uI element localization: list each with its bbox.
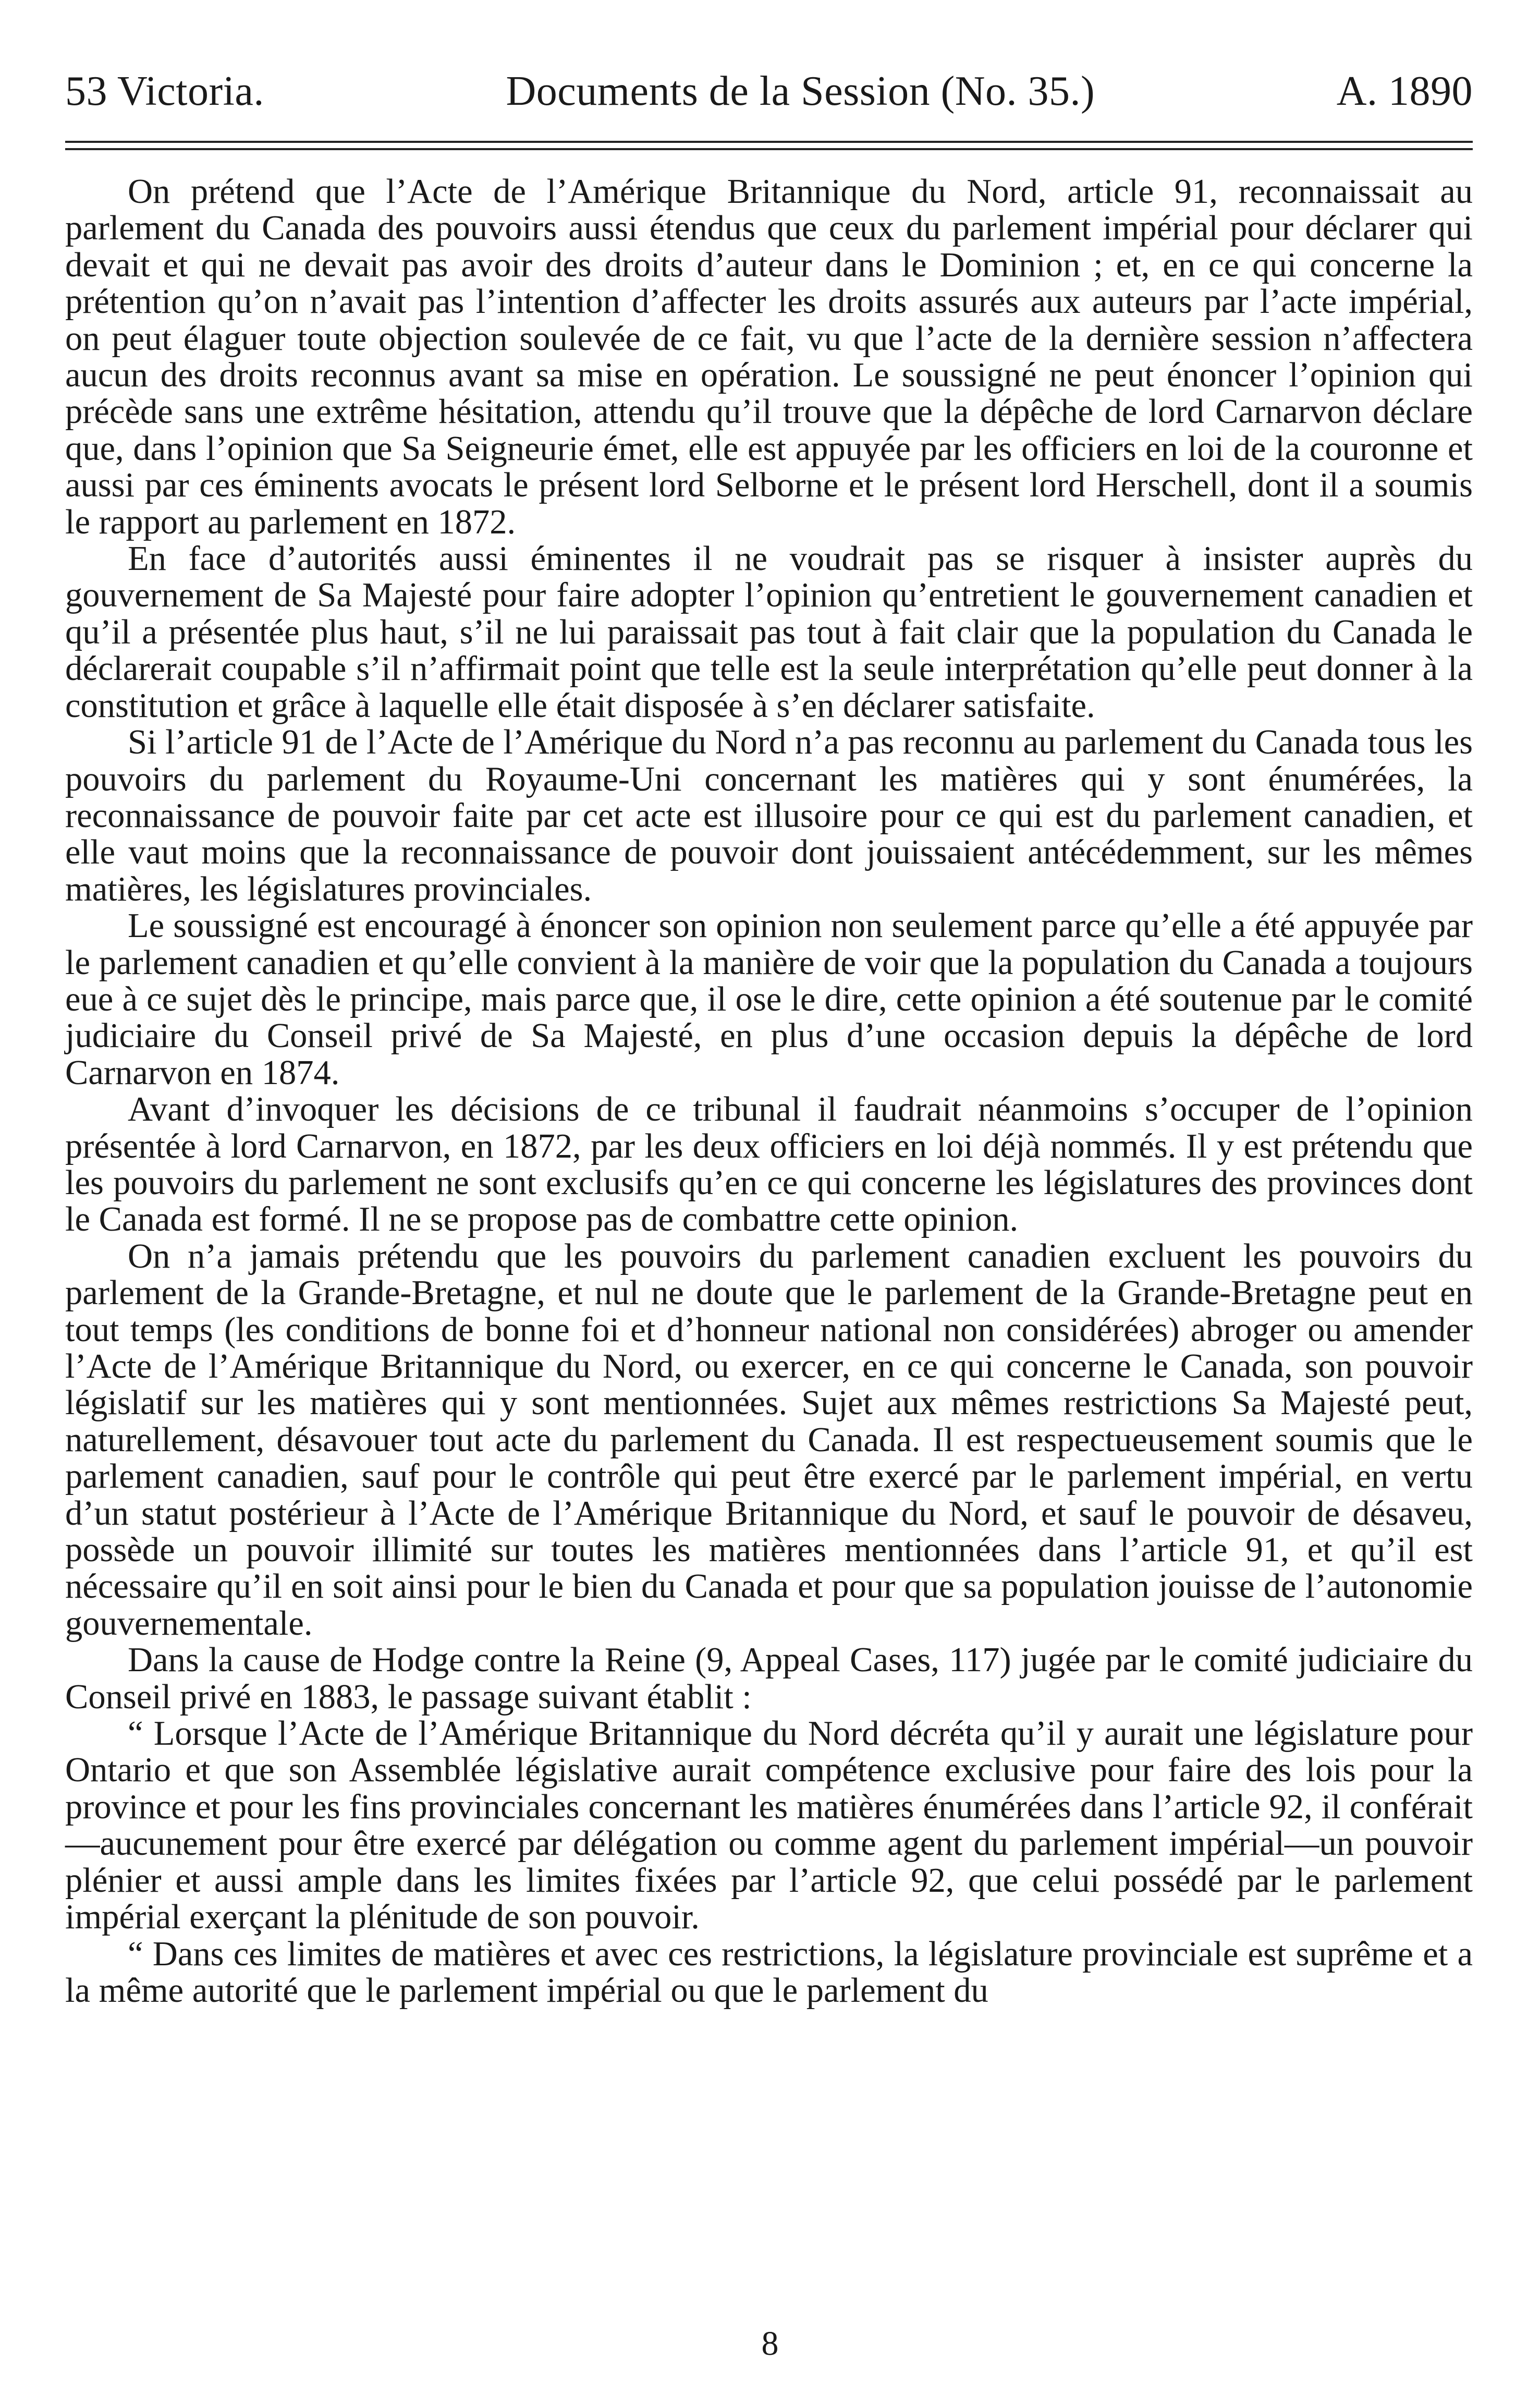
header-title: Documents de la Session (No. 35.) xyxy=(506,68,1095,114)
paragraph: On n’a jamais prétendu que les pouvoirs du parlement canadien excluent les pouvoirs du parlement de la Grande-Bretagne, et nul ne doute que le parlement de la Grande-Bretagne peut en tout temps (les conditions de bonne foi et d’honneur national non considérées) abroger ou amender l’Acte de l’Amérique Britannique du Nord, ou exercer, en ce qui concerne le Canada, son pouvoir législatif sur les matières qui y sont mentionnées. Sujet aux mêmes restrictions Sa Majesté peut, naturellement, désavouer tout acte du parlement du Canada. Il est respectueusement soumis que le parlement canadien, sauf pour le contrôle qui peut être exercé par le parlement impérial, en vertu d’un statut postérieur à l’Acte de l’Amérique Britannique du Nord, et sauf le pouvoir de désaveu, possède un pouvoir illimité sur toutes les matières mentionnées dans l’article 91, et qu’il est nécessaire qu’il en soit ainsi pour le bien du Canada et pour que sa population jouisse de l’autonomie gouvernementale. xyxy=(65,1237,1473,1643)
header-right: A. 1890 xyxy=(1336,68,1473,114)
paragraph: Avant d’invoquer les décisions de ce tribunal il faudrait néanmoins s’occuper de l’opinion présentée à lord Carnarvon, en 1872, par les deux officiers en loi déjà nommés. Il y est prétendu que les pouvoirs du parlement ne sont exclusifs qu’en ce qui concerne les législatures des provinces dont le Canada est formé. Il ne se propose pas de combattre cette opinion. xyxy=(65,1090,1473,1239)
page xyxy=(65,63,1473,2009)
running-header xyxy=(65,63,1473,120)
quotation-paragraph: “ Lorsque l’Acte de l’Amérique Britannique du Nord décréta qu’il y aurait une législature pour Ontario et que son Assemblée législative aurait compétence exclusive pour faire des lois pour la province et pour les fins provinciales concernant les matières énumérées dans l’article 92, il conférait—aucunement pour être exercé par délégation ou comme agent du parlement impérial—un pouvoir plénier et aussi ample dans les limites fixées par l’article 92, que celui possédé par le parlement impérial exerçant la plénitude de son pouvoir. xyxy=(65,1714,1473,1937)
paragraph: Si l’article 91 de l’Acte de l’Amérique du Nord n’a pas reconnu au parlement du Canada tous les pouvoirs du parlement du Royaume-Uni concernant les matières qui y sont énumérées, la reconnaissance de pouvoir faite par cet acte est illusoire pour ce qui est du parlement canadien, et elle vaut moins que la reconnaissance de pouvoir dont jouissaient antécédemment, sur les mêmes matières, les législatures provinciales. xyxy=(65,723,1473,908)
quotation-paragraph: “ Dans ces limites de matières et avec ces restrictions, la législature provinciale est suprême et a la même autorité que le parlement impérial ou que le parlement du xyxy=(65,1935,1473,2010)
paragraph: Dans la cause de Hodge contre la Reine (9, Appeal Cases, 117) jugée par le comité judiciaire du Conseil privé en 1883, le passage suivant établit : xyxy=(65,1641,1473,1716)
header-left: 53 Victoria. xyxy=(65,68,264,114)
paragraph: En face d’autorités aussi éminentes il ne voudrait pas se risquer à insister auprès du gouvernement de Sa Majesté pour faire adopter l’opinion qu’entretient le gouvernement canadien et qu’il a présentée plus haut, s’il ne lui paraissait pas tout à fait clair que la population du Canada le déclarerait coupable s’il n’affirmait point que telle est la seule interprétation qu’elle peut donner à la constitution et grâce à laquelle elle était disposée à s’en déclarer satisfaite. xyxy=(65,540,1473,725)
page-number: 8 xyxy=(761,2325,779,2363)
header-double-rule xyxy=(65,141,1473,150)
paragraph: Le soussigné est encouragé à énoncer son opinion non seulement parce qu’elle a été appuyée par le parlement canadien et qu’elle convient à la manière de voir que la population du Canada a toujours eue à ce sujet dès le principe, mais parce que, il ose le dire, cette opinion a été soutenue par le comité judiciaire du Conseil privé de Sa Majesté, en plus d’une occasion depuis la dépêche de lord Carnarvon en 1874. xyxy=(65,907,1473,1092)
paragraph: On prétend que l’Acte de l’Amérique Britannique du Nord, article 91, reconnaissait au parlement du Canada des pouvoirs aussi étendus que ceux du parlement impérial pour déclarer qui devait et qui ne devait pas avoir des droits d’auteur dans le Dominion ; et, en ce qui concerne la prétention qu’on n’avait pas l’intention d’affecter les droits assurés aux auteurs par l’acte impérial, on peut élaguer toute objection soulevée de ce fait, vu que l’acte de la dernière session n’affectera aucun des droits reconnus avant sa mise en opération. Le soussigné ne peut énoncer l’opinion qui précède sans une extrême hésitation, attendu qu’il trouve que la dépêche de lord Carnarvon déclare que, dans l’opinion que Sa Seigneurie émet, elle est appuyée par les officiers en loi de la couronne et aussi par ces éminents avocats le présent lord Selborne et le présent lord Herschell, dont il a soumis le rapport au parlement en 1872. xyxy=(65,173,1473,541)
body-text xyxy=(65,174,1473,2009)
